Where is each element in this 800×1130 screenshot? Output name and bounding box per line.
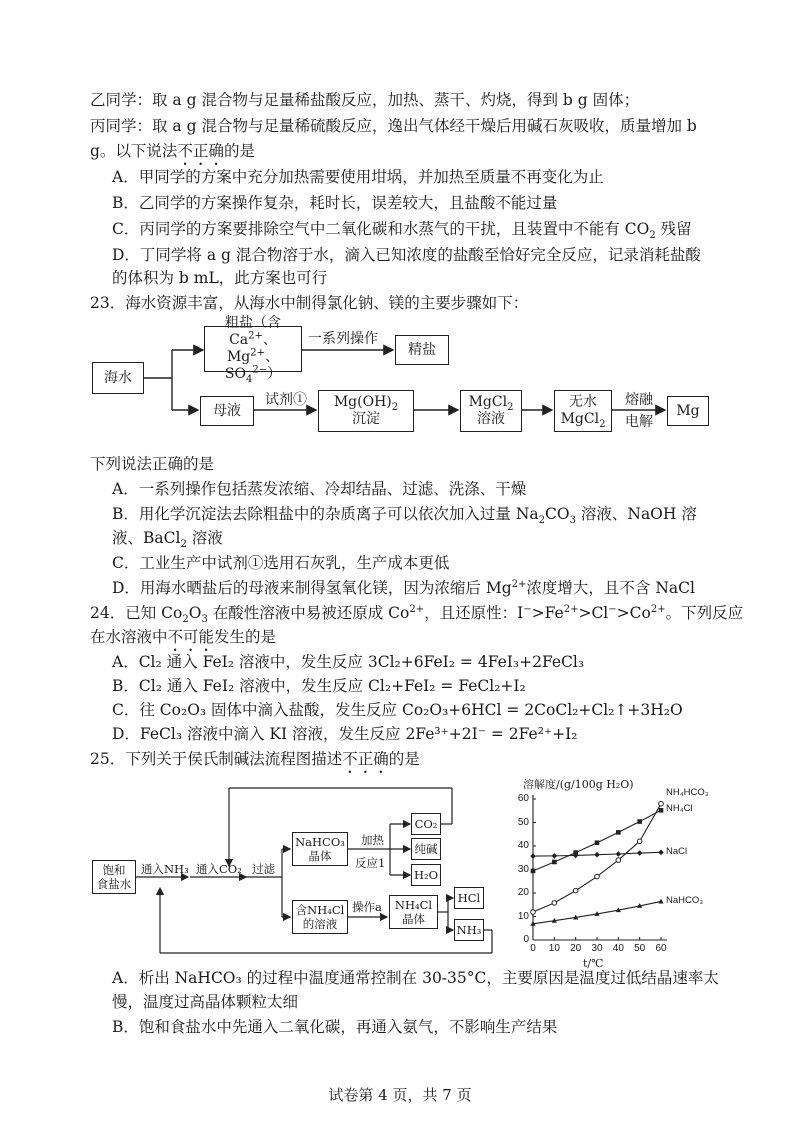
q22-option-a: A．甲同学的方案中充分加热需要使用坩埚，并加热至质量不再变化为止 xyxy=(112,168,604,186)
hcl-box: HCl xyxy=(454,887,484,909)
chart-y-tick-label: 60 xyxy=(517,793,529,804)
chart-point xyxy=(530,853,536,859)
chart-point xyxy=(637,819,642,824)
chart-x-tick-label: 10 xyxy=(548,943,560,954)
seawater-box: 海水 xyxy=(92,362,144,394)
chart-y-tick-label: 30 xyxy=(517,863,529,875)
q23-option-c: C．工业生产中试剂①选用石灰乳，生产成本更低 xyxy=(112,554,450,572)
q24-option-a: A．Cl₂ 通入 FeI₂ 溶液中，发生反应 3Cl₂+6FeI₂ = 4FeI₃+2FeCl₃ xyxy=(112,653,585,671)
chart-point xyxy=(658,899,663,904)
chart-point xyxy=(531,869,536,874)
filter-label: 过滤 xyxy=(252,862,275,876)
chart-series-label: NH₄Cl xyxy=(666,803,693,815)
reaction1-label: 反应1 xyxy=(355,856,386,870)
crude-salt-box: 粗盐（含$Ca^{2+}$、 $Mg^{2+}$、$SO_4^{2-}$） xyxy=(204,326,302,372)
chart-y-tick-label: 50 xyxy=(517,816,529,828)
q24-option-c: C．往 Co₂O₃ 固体中滴入盐酸，发生反应 Co₂O₃+6HCl = 2CoCl₂+Cl₂↑+3H₂O xyxy=(112,701,683,719)
q25-option-a: A．析出 NaHCO₃ 的过程中温度通常控制在 30-35°C，主要原因是温度过低结晶速率太 xyxy=(112,969,719,987)
chart-xlabel: t/℃ xyxy=(583,957,604,970)
anhydrous-mgcl2-box: 无水 MgCl$_2$ xyxy=(554,390,612,432)
chart-x-tick-label: 20 xyxy=(570,943,582,954)
chart-x-tick-label: 0 xyxy=(530,943,536,954)
mg-box: Mg xyxy=(667,396,709,426)
q25-stem: 25．下列关于侯氏制碱法流程图描述不正确的是 xyxy=(90,750,420,768)
refined-salt-box: 精盐 xyxy=(395,335,449,365)
q23-prompt: 下列说法正确的是 xyxy=(90,455,215,473)
q23-option-b: B．用化学沉淀法去除粗盐中的杂质离子可以依次加入过量 $Na_2CO_3$ 溶液、NaOH 溶 xyxy=(112,505,697,527)
intro-bing-line-2: g。以下说法不正确的是 xyxy=(90,142,255,160)
nahco3-crystal-box: NaHCO₃ 晶体 xyxy=(292,832,348,866)
add-nh3-label: 通入NH₃ xyxy=(141,862,189,876)
heat-label: 加热 xyxy=(361,833,384,847)
chart-point xyxy=(531,910,536,915)
chart-point xyxy=(637,850,643,856)
chart-y-tick-label: 0 xyxy=(523,934,529,945)
add-co2-label: 通入CO₂ xyxy=(196,862,242,876)
brine-box: 饱和 食盐水 xyxy=(92,860,136,894)
chart-point xyxy=(637,839,642,844)
q22-option-d-cont: 的体积为 b mL，此方案也可行 xyxy=(112,269,328,287)
chart-point xyxy=(659,801,664,806)
mgcl2-solution-box: MgCl$_2$ 溶液 xyxy=(460,390,522,432)
chart-series-label: NaHCO₃ xyxy=(666,895,704,907)
chart-x-tick-label: 50 xyxy=(634,943,646,954)
q24-option-b: B．Cl₂ 通入 FeI₂ 溶液中，发生反应 Cl₂+FeI₂ = FeCl₂+I₂ xyxy=(112,677,526,695)
chart-point xyxy=(659,808,664,813)
chart-y-tick-label: 40 xyxy=(517,840,529,851)
chart-point xyxy=(552,860,557,865)
q22-option-b: B．乙同学的方案操作复杂，耗时长，误差较大，且盐酸不能过量 xyxy=(112,194,558,212)
page-footer: 试卷第 4 页，共 7 页 xyxy=(328,1086,472,1104)
chart-point xyxy=(595,874,600,879)
chart-point xyxy=(658,850,664,856)
intro-bing-line: 丙同学：取 a g 混合物与足量稀硫酸反应，逸出气体经干燥后用碱石灰吸收，质量增加 b xyxy=(90,117,697,135)
soda-box: 纯碱 xyxy=(411,838,441,860)
q23-stem: 23．海水资源丰富，从海水中制得氯化钠、镁的主要步骤如下： xyxy=(90,294,529,312)
chart-point xyxy=(616,830,621,835)
chart-x-tick-label: 40 xyxy=(612,943,624,954)
nh4cl-solution-box: 含NH₄Cl 的溶液 xyxy=(292,900,348,934)
chart-y-tick-label: 10 xyxy=(517,910,529,922)
intro-yi-line: 乙同学：取 a g 混合物与足量稀盐酸反应，加热、蒸干、灼烧，得到 b g 固体； xyxy=(90,91,640,109)
mgoh2-box: $Mg(OH)_2$ 沉淀 xyxy=(318,390,414,432)
q22-option-d: D．丁同学将 a g 混合物溶于水，滴入已知浓度的盐酸至恰好完全反应，记录消耗盐酸 xyxy=(112,246,701,264)
q22-option-c: C．丙同学的方案要排除空气中二氧化碳和水蒸气的干扰，且装置中不能有 $CO_2$ 残留 xyxy=(112,220,692,242)
chart-y-tick-label: 20 xyxy=(517,887,529,898)
q23-option-d: D．用海水晒盐后的母液来制得氢氧化镁，因为浓缩后 $Mg^{2+}$浓度增大，且不含 NaCl xyxy=(112,578,695,597)
q23-option-a: A．一系列操作包括蒸发浓缩、冷却结晶、过滤、洗涤、干燥 xyxy=(112,480,527,498)
q24-option-d: D．FeCl₃ 溶液中滴入 KI 溶液，发生反应 2Fe³⁺+2I⁻ = 2Fe²⁺+I₂ xyxy=(112,725,578,743)
chart-point xyxy=(594,852,600,858)
chart-point xyxy=(616,851,622,857)
q24-stem: 24．已知 $Co_2O_3$ 在酸性溶液中易被还原成 $Co^{2+}$，且还原性：$I^->Fe^{2+}>Cl^->Co^{2+}$。下列反应 xyxy=(90,603,744,626)
chart-point xyxy=(552,853,558,859)
chart-point xyxy=(573,888,578,893)
q24-stem-cont: 在水溶液中不可能发生的是 xyxy=(90,628,277,646)
nh4cl-crystal-box: NH₄Cl 晶体 xyxy=(389,895,438,929)
co2-box: CO₂ xyxy=(411,813,441,835)
mother-liquor-box: 母液 xyxy=(200,396,254,426)
q25-option-b: B．饱和食盐水中先通入二氧化碳，再通入氨气，不影响生产结果 xyxy=(112,1018,558,1036)
q25-option-a-cont: 慢，温度过高晶体颗粒太细 xyxy=(112,993,299,1011)
ops-label: 一系列操作 xyxy=(308,331,378,347)
chart-point xyxy=(595,840,600,845)
chart-ylabel: 溶解度/(g/100g H₂O) xyxy=(523,778,634,791)
q23-option-b-cont: 液、BaCl$_2$ 溶液 xyxy=(112,529,223,551)
chart-series-label: NH₄HCO₃ xyxy=(666,786,709,798)
reagent-label: 试剂① xyxy=(265,392,307,408)
chart-x-tick-label: 30 xyxy=(591,943,603,954)
operation-a-label: 操作a xyxy=(352,900,382,914)
chart-x-tick-label: 60 xyxy=(655,943,667,954)
electrolysis-label: 电解 xyxy=(625,414,653,430)
melt-label: 熔融 xyxy=(625,392,653,408)
chart-point xyxy=(552,901,557,906)
chart-series-label: NaCl xyxy=(666,846,688,858)
nh3-box: NH₃ xyxy=(454,919,484,941)
chart-point xyxy=(616,858,621,863)
h2o-box: H₂O xyxy=(411,864,441,886)
